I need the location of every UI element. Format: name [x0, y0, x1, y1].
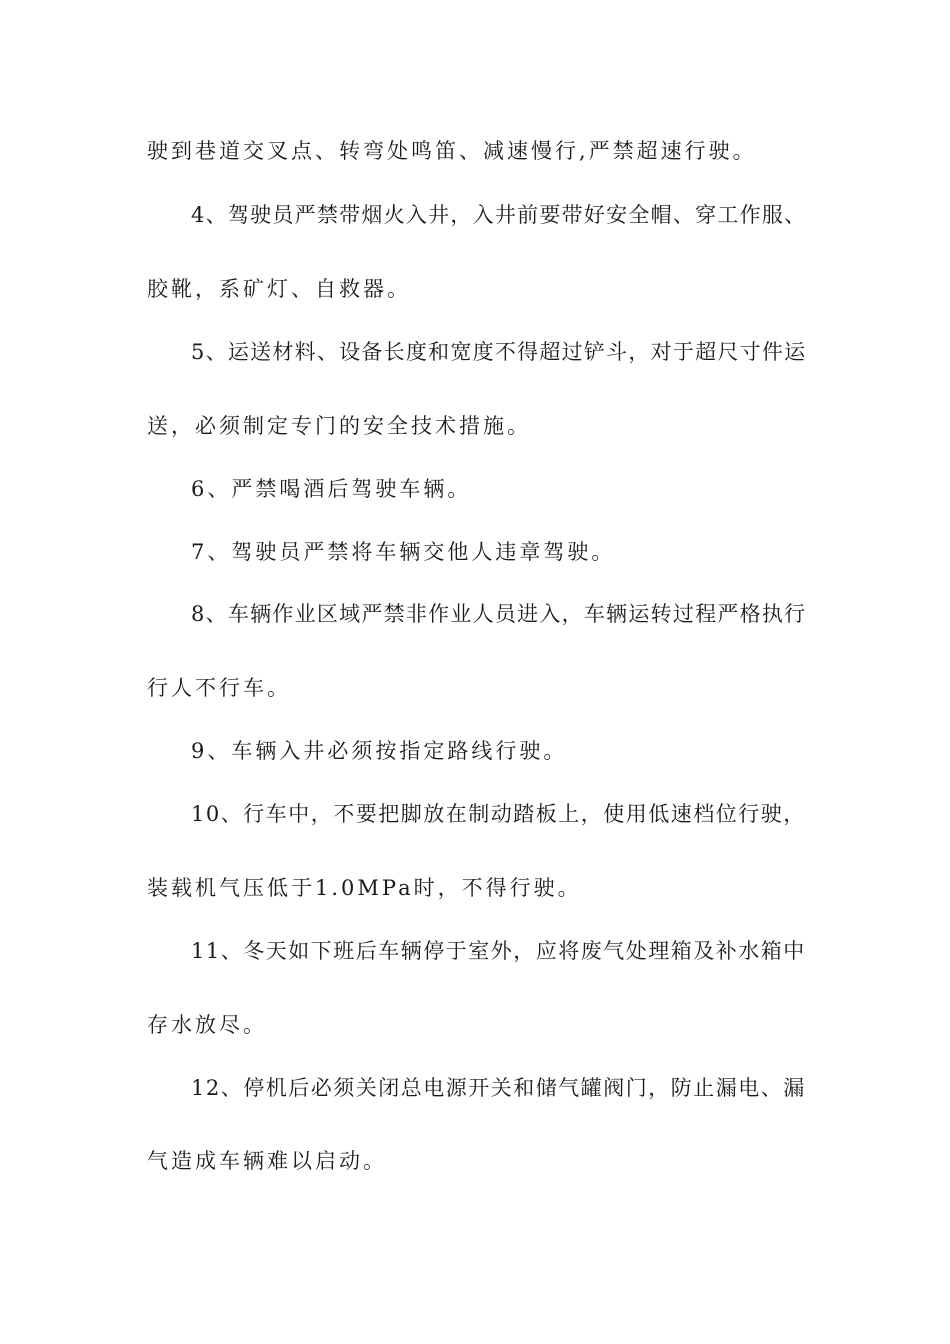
text-line: 11、冬天如下班后车辆停于室外，应将废气处理箱及补水箱中 [191, 939, 806, 963]
text-line: 9、车辆入井必须按指定路线行驶。 [191, 739, 568, 763]
text-line: 7、驾驶员严禁将车辆交他人违章驾驶。 [191, 540, 616, 564]
text-line: 8、车辆作业区域严禁非作业人员进入，车辆运转过程严格执行 [191, 602, 807, 626]
text-line: 胶靴，系矿灯、自救器。 [147, 277, 411, 301]
text-line: 10、行车中，不要把脚放在制动踏板上，使用低速档位行驶， [191, 802, 806, 826]
text-line: 行人不行车。 [147, 676, 291, 700]
text-line: 6、严禁喝酒后驾驶车辆。 [191, 477, 472, 501]
text-line: 存水放尽。 [147, 1013, 267, 1037]
text-line: 5、运送材料、设备长度和宽度不得超过铲斗，对于超尺寸件运 [191, 340, 807, 364]
text-line: 12、停机后必须关闭总电源开关和储气罐阀门，防止漏电、漏 [191, 1076, 806, 1100]
text-line: 驶到巷道交叉点、转弯处鸣笛、减速慢行,严禁超速行驶。 [147, 139, 757, 163]
text-line: 装载机气压低于1.0MPa时，不得行驶。 [147, 876, 582, 900]
text-line: 气造成车辆难以启动。 [147, 1149, 387, 1173]
text-line: 送，必须制定专门的安全技术措施。 [147, 414, 531, 438]
text-line: 4、驾驶员严禁带烟火入井，入井前要带好安全帽、穿工作服、 [191, 203, 807, 227]
